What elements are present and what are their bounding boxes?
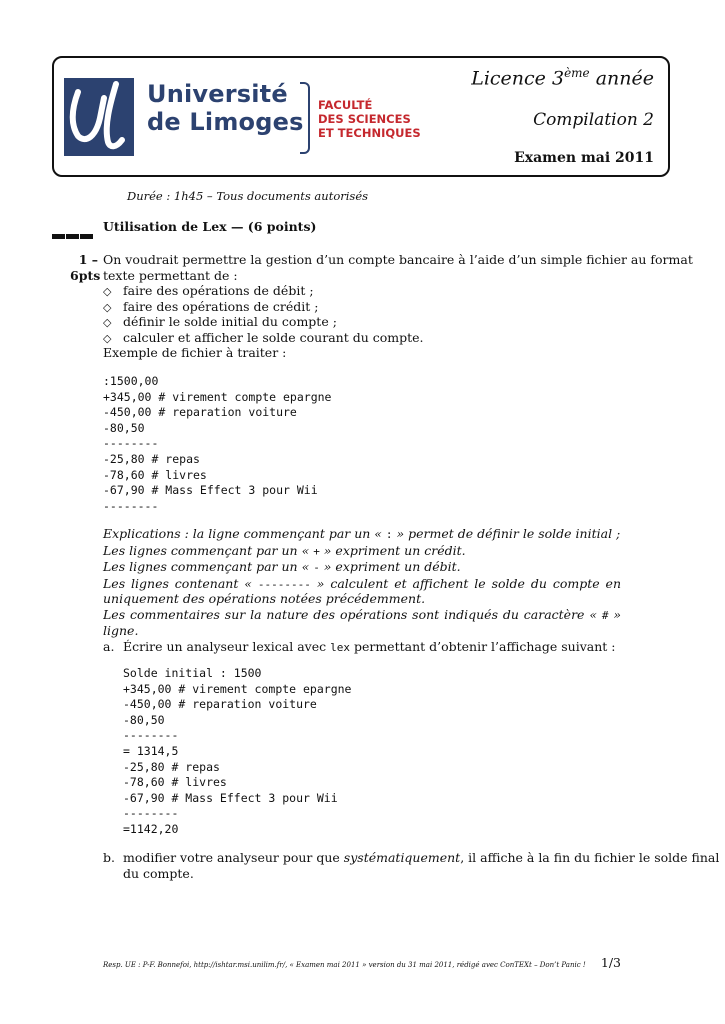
section-title: Utilisation de Lex — (6 points) bbox=[103, 219, 317, 234]
exam-duration: Durée : 1h45 – Tous documents autorisés bbox=[127, 189, 369, 203]
part-a-label: a. bbox=[103, 639, 115, 654]
explanation-line: Explications : la ligne commençant par un « : » permet de définir le solde initial ; bbox=[103, 526, 621, 541]
page-number: 1/3 bbox=[600, 955, 621, 970]
question-intro-line-2: texte permettant de : bbox=[103, 268, 238, 283]
explanation-line: ligne. bbox=[103, 622, 139, 638]
faculty-line-1: FACULTÉ bbox=[318, 98, 373, 112]
output-code-block: Solde initial : 1500 +345,00 # virement compte epargne -450,00 # reparation voiture -80,50 -------- = 1314,5 -25,80 # repas -78,60 # livres -67,90 # Mass Effect 3 pour Wii -------- =1142,20 bbox=[123, 666, 352, 836]
logo-line-1: Université bbox=[147, 80, 288, 108]
explanation-line: Les lignes contenant « -------- » calculent et affichent le solde du compte en bbox=[103, 575, 621, 591]
course-title: Compilation 2 bbox=[533, 110, 654, 130]
diamond-bullet-icon: ◇ bbox=[103, 285, 112, 298]
part-b: b. modifier votre analyseur pour que systématiquement, il affiche à la fin du fichier le solde final bbox=[103, 850, 720, 865]
university-logo bbox=[64, 78, 424, 158]
explanation-line: uniquement des opérations notées précédemment. bbox=[103, 591, 426, 607]
diamond-bullet-icon: ◇ bbox=[103, 316, 112, 329]
explanation-line: Les lignes commençant par un « - » expriment un débit. bbox=[103, 559, 461, 575]
list-item: ◇ faire des opérations de crédit ; bbox=[103, 299, 319, 314]
ul-monogram-icon bbox=[64, 78, 134, 156]
part-b-label: b. bbox=[103, 850, 115, 865]
part-a: a. Écrire un analyseur lexical avec lex permettant d’obtenir l’affichage suivant : bbox=[103, 639, 616, 654]
licence-level: Licence 3ème année bbox=[471, 66, 654, 90]
explanation-line: Les commentaires sur la nature des opérations sont indiqués du caractère « # » bbox=[103, 606, 621, 622]
faculty-name bbox=[318, 98, 421, 140]
exam-title: Examen mai 2011 bbox=[514, 150, 654, 166]
logo-brace bbox=[300, 82, 310, 154]
logo-line-2: de Limoges bbox=[147, 108, 304, 136]
explanations bbox=[103, 526, 621, 638]
page-footer: Resp. UE : P-F. Bonnefoi, http://ishtar.msi.unilim.fr/, « Examen mai 2011 » version du 31 mai 2011, rédigé avec ConTEXt – Don’t Panic ! bbox=[103, 961, 586, 969]
diamond-bullet-icon: ◇ bbox=[103, 301, 112, 314]
faculty-line-2: DES SCIENCES bbox=[318, 112, 411, 126]
university-name bbox=[147, 80, 304, 136]
part-b-line-2: du compte. bbox=[123, 866, 194, 881]
list-item: ◇ définir le solde initial du compte ; bbox=[103, 314, 337, 329]
faculty-line-3: ET TECHNIQUES bbox=[318, 126, 421, 140]
explanation-line: Les lignes commençant par un « + » expriment un crédit. bbox=[103, 542, 466, 558]
diamond-bullet-icon: ◇ bbox=[103, 332, 112, 345]
list-item: ◇ faire des opérations de débit ; bbox=[103, 283, 314, 298]
question-number: 1 – bbox=[78, 252, 98, 267]
question-points: 6pts bbox=[70, 268, 101, 283]
example-code-block: :1500,00 +345,00 # virement compte epargne -450,00 # reparation voiture -80,50 -------- -25,80 # repas -78,60 # livres -67,90 # Mass Effect 3 pour Wii -------- bbox=[103, 374, 332, 513]
section-marker bbox=[52, 226, 94, 245]
exam-header bbox=[52, 56, 670, 177]
question-intro-line-1: On voudrait permettre la gestion d’un compte bancaire à l’aide d’un simple fichier au format bbox=[103, 252, 693, 267]
example-label: Exemple de fichier à traiter : bbox=[103, 345, 287, 360]
list-item: ◇ calculer et afficher le solde courant du compte. bbox=[103, 330, 424, 345]
